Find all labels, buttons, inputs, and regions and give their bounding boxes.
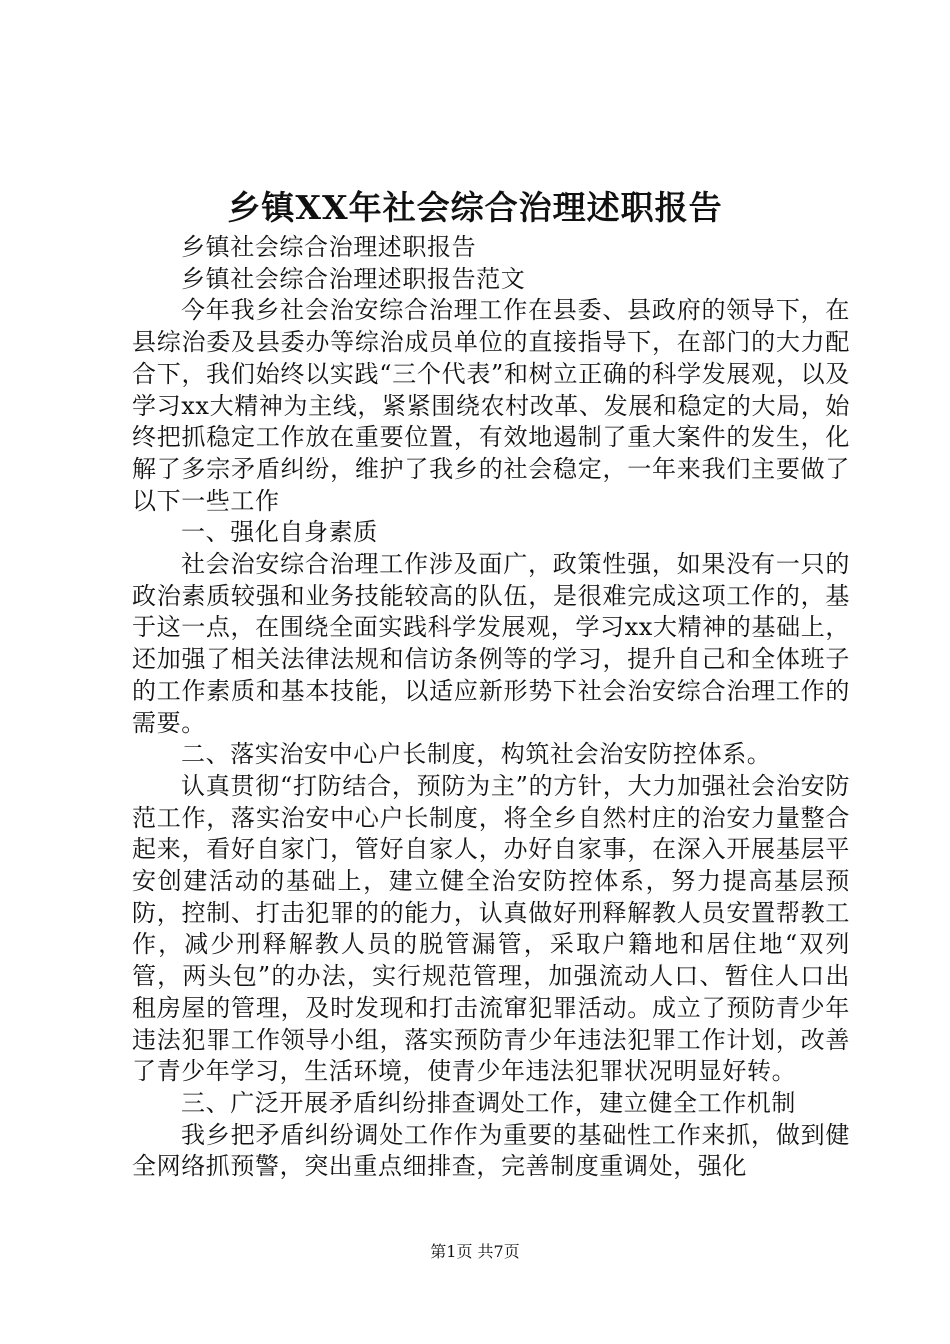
- paragraph-subtitle: 乡镇社会综合治理述职报告: [181, 233, 477, 261]
- paragraph-subtitle-sample: 乡镇社会综合治理述职报告范文: [181, 264, 526, 293]
- section-heading-2: 二、落实治安中心户长制度，构筑社会治安防控体系。: [181, 740, 772, 769]
- document-title: 乡镇XX年社会综合治理述职报告: [227, 188, 723, 227]
- page-footer: 第1页 共7页: [430, 1242, 520, 1261]
- section-heading-1: 一、强化自身素质: [181, 518, 378, 547]
- paragraph-section-2: 认真贯彻“打防结合，预防为主”的方针，大力加强社会治安防范工作，落实治安中心户长制度，将全乡自然村庄的治安力量整合起来，看好自家门，管好自家人，办好自家事，在深入开展基层平安创建活动的基础上，建立健全治安防控体系，努力提高基层预防，控制、打击犯罪的的能力，认真做好刑释解教人员安置帮教工作，减少刑释解教人员的脱管漏管，采取户籍地和居住地“双列管，两头包”的办法，实行规范管理，加强流动人口、暂住人口出租房屋的管理，及时发现和打击流窜犯罪活动。成立了预防青少年违法犯罪工作领导小组，落实预防青少年违法犯罪工作计划，改善了青少年学习，生活环境，使青少年违法犯罪状况明显好转。: [132, 771, 850, 1086]
- paragraph-section-3: 我乡把矛盾纠纷调处工作作为重要的基础性工作来抓，做到健全网络抓预警，突出重点细排查，完善制度重调处，强化: [132, 1120, 850, 1181]
- section-heading-3: 三、广泛开展矛盾纠纷排查调处工作，建立健全工作机制: [181, 1088, 796, 1117]
- paragraph-intro: 今年我乡社会治安综合治理工作在县委、县政府的领导下，在县综治委及县委办等综治成员单位的直接指导下，在部门的大力配合下，我们始终以实践“三个代表”和树立正确的科学发展观，以及学习xx大精神为主线，紧紧围绕农村改革、发展和稳定的大局，始终把抓稳定工作放在重要位置，有效地遏制了重大案件的发生，化解了多宗矛盾纠纷，维护了我乡的社会稳定，一年来我们主要做了以下一些工作: [132, 296, 850, 515]
- paragraph-section-1: 社会治安综合治理工作涉及面广，政策性强，如果没有一只的政治素质较强和业务技能较高的队伍，是很难完成这项工作的，基于这一点，在围绕全面实践科学发展观，学习xx大精神的基础上，还加强了相关法律法规和信访条例等的学习，提升自己和全体班子的工作素质和基本技能，以适应新形势下社会治安综合治理工作的需要。: [132, 550, 850, 737]
- document-body: [132, 232, 850, 1183]
